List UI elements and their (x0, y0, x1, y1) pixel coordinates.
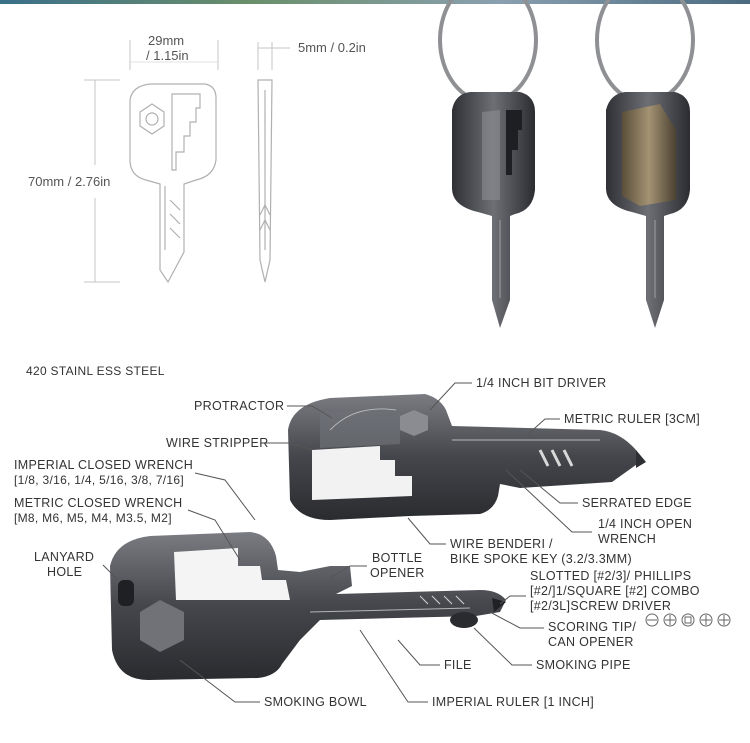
protractor-label: PROTRACTOR (194, 399, 285, 413)
bottle-label: BOTTLE (372, 551, 423, 565)
width-mm-label: 29mm (148, 33, 185, 48)
file-label: FILE (444, 658, 472, 672)
screwdriver-label-1: SLOTTED [#2/3]/ PHILLIPS (530, 569, 692, 583)
scoring-tip-label: SCORING TIP/ (548, 620, 637, 634)
bit-driver-label: 1/4 INCH BIT DRIVER (476, 376, 607, 390)
wire-bender-label: WIRE BENDERI / (450, 537, 553, 551)
metric-wrench-label: METRIC CLOSED WRENCH (14, 496, 183, 510)
open-wrench-label: 1/4 INCH OPEN (598, 517, 693, 531)
can-opener-label: CAN OPENER (548, 635, 634, 649)
width-in-label: / 1.15in (146, 48, 189, 63)
screwdriver-label-2: [#2/]1/SQUARE [#2] COMBO (530, 584, 700, 598)
length-label: 70mm / 2.76in (28, 174, 111, 189)
material-label: 420 STAINL ESS STEEL (26, 364, 165, 378)
open-wrench-label-2: WRENCH (598, 532, 657, 546)
lanyard-label: LANYARD (34, 550, 95, 564)
screwdriver-label-3: [#2/3L]SCREW DRIVER (530, 599, 672, 613)
smoking-bowl-label: SMOKING BOWL (264, 695, 367, 709)
wire-stripper-label: WIRE STRIPPER (166, 436, 269, 450)
imperial-wrench-sizes: [1/8, 3/16, 1/4, 5/16, 3/8, 7/16] (14, 473, 185, 487)
thickness-label: 5mm / 0.2in (298, 40, 366, 55)
lanyard-hole-label: HOLE (47, 565, 83, 579)
imperial-ruler-label: IMPERIAL RULER [1 INCH] (432, 695, 595, 709)
bike-spoke-label: BIKE SPOKE KEY (3.2/3.3MM) (450, 552, 632, 566)
bottle-opener-label: OPENER (370, 566, 425, 580)
metric-ruler-label: METRIC RULER [3CM] (564, 412, 700, 426)
smoking-pipe-label: SMOKING PIPE (536, 658, 631, 672)
imperial-wrench-label: IMPERIAL CLOSED WRENCH (14, 458, 194, 472)
metric-wrench-sizes: [M8, M6, M5, M4, M3.5, M2] (14, 511, 172, 525)
serrated-edge-label: SERRATED EDGE (582, 496, 692, 510)
screwdriver-tip-icons (646, 614, 730, 626)
